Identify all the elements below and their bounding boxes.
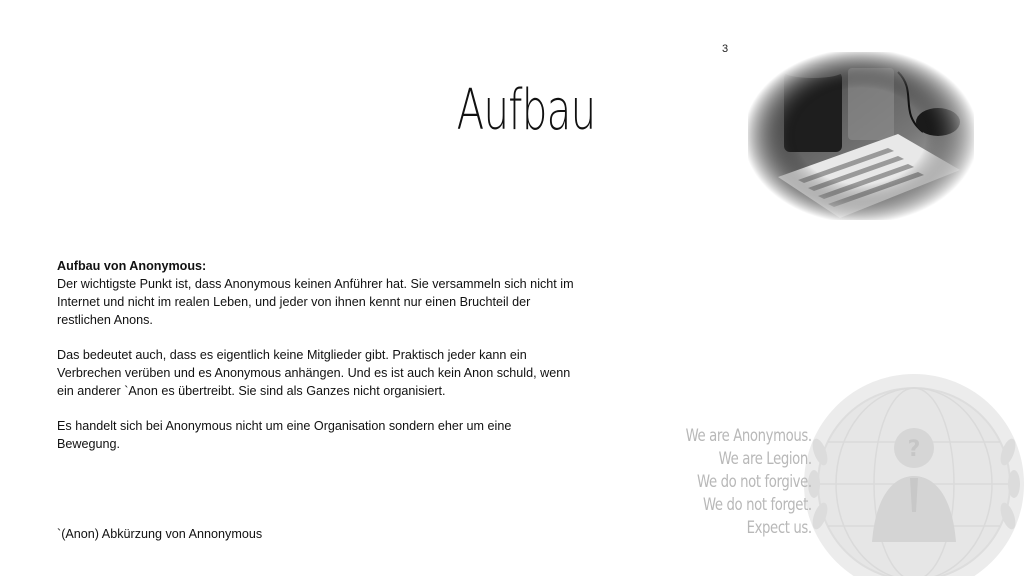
body-text xyxy=(57,257,577,470)
keyboard-photo xyxy=(748,52,974,220)
page-number: 3 xyxy=(722,43,729,55)
motto-line: We do not forgive. xyxy=(697,472,812,492)
motto xyxy=(650,425,812,540)
motto-line: We are Legion. xyxy=(718,449,812,469)
footnote: `(Anon) Abkürzung von Annonymous xyxy=(57,527,263,541)
motto-line: Expect us. xyxy=(746,518,812,538)
svg-text:?: ? xyxy=(907,437,921,462)
paragraph-2: Das bedeutet auch, dass es eigentlich keine Mitglieder gibt. Praktisch jeder kann ein Verbrechen verüben und es Anonymous anhängen. Und es ist auch kein Anon schuld, wenn ein anderer `Anon es übertreibt. Sie sind als Ganzes nicht organisiert. xyxy=(57,348,571,398)
paragraph-1: Der wichtigste Punkt ist, dass Anonymous keinen Anführer hat. Sie versammeln sich nicht im Internet und nicht im realen Leben, und jeder von ihnen kennt nur einen Bruchteil der restlichen Anons. xyxy=(57,277,574,327)
slide-title: Aufbau xyxy=(456,78,596,143)
motto-line: We are Anonymous. xyxy=(685,426,812,446)
paragraph-3: Es handelt sich bei Anonymous nicht um eine Organisation sondern eher um eine Bewegung. xyxy=(57,419,512,451)
body-heading: Aufbau von Anonymous: xyxy=(57,259,207,273)
anonymous-emblem-icon xyxy=(800,372,1024,576)
motto-line: We do not forget. xyxy=(703,495,812,515)
